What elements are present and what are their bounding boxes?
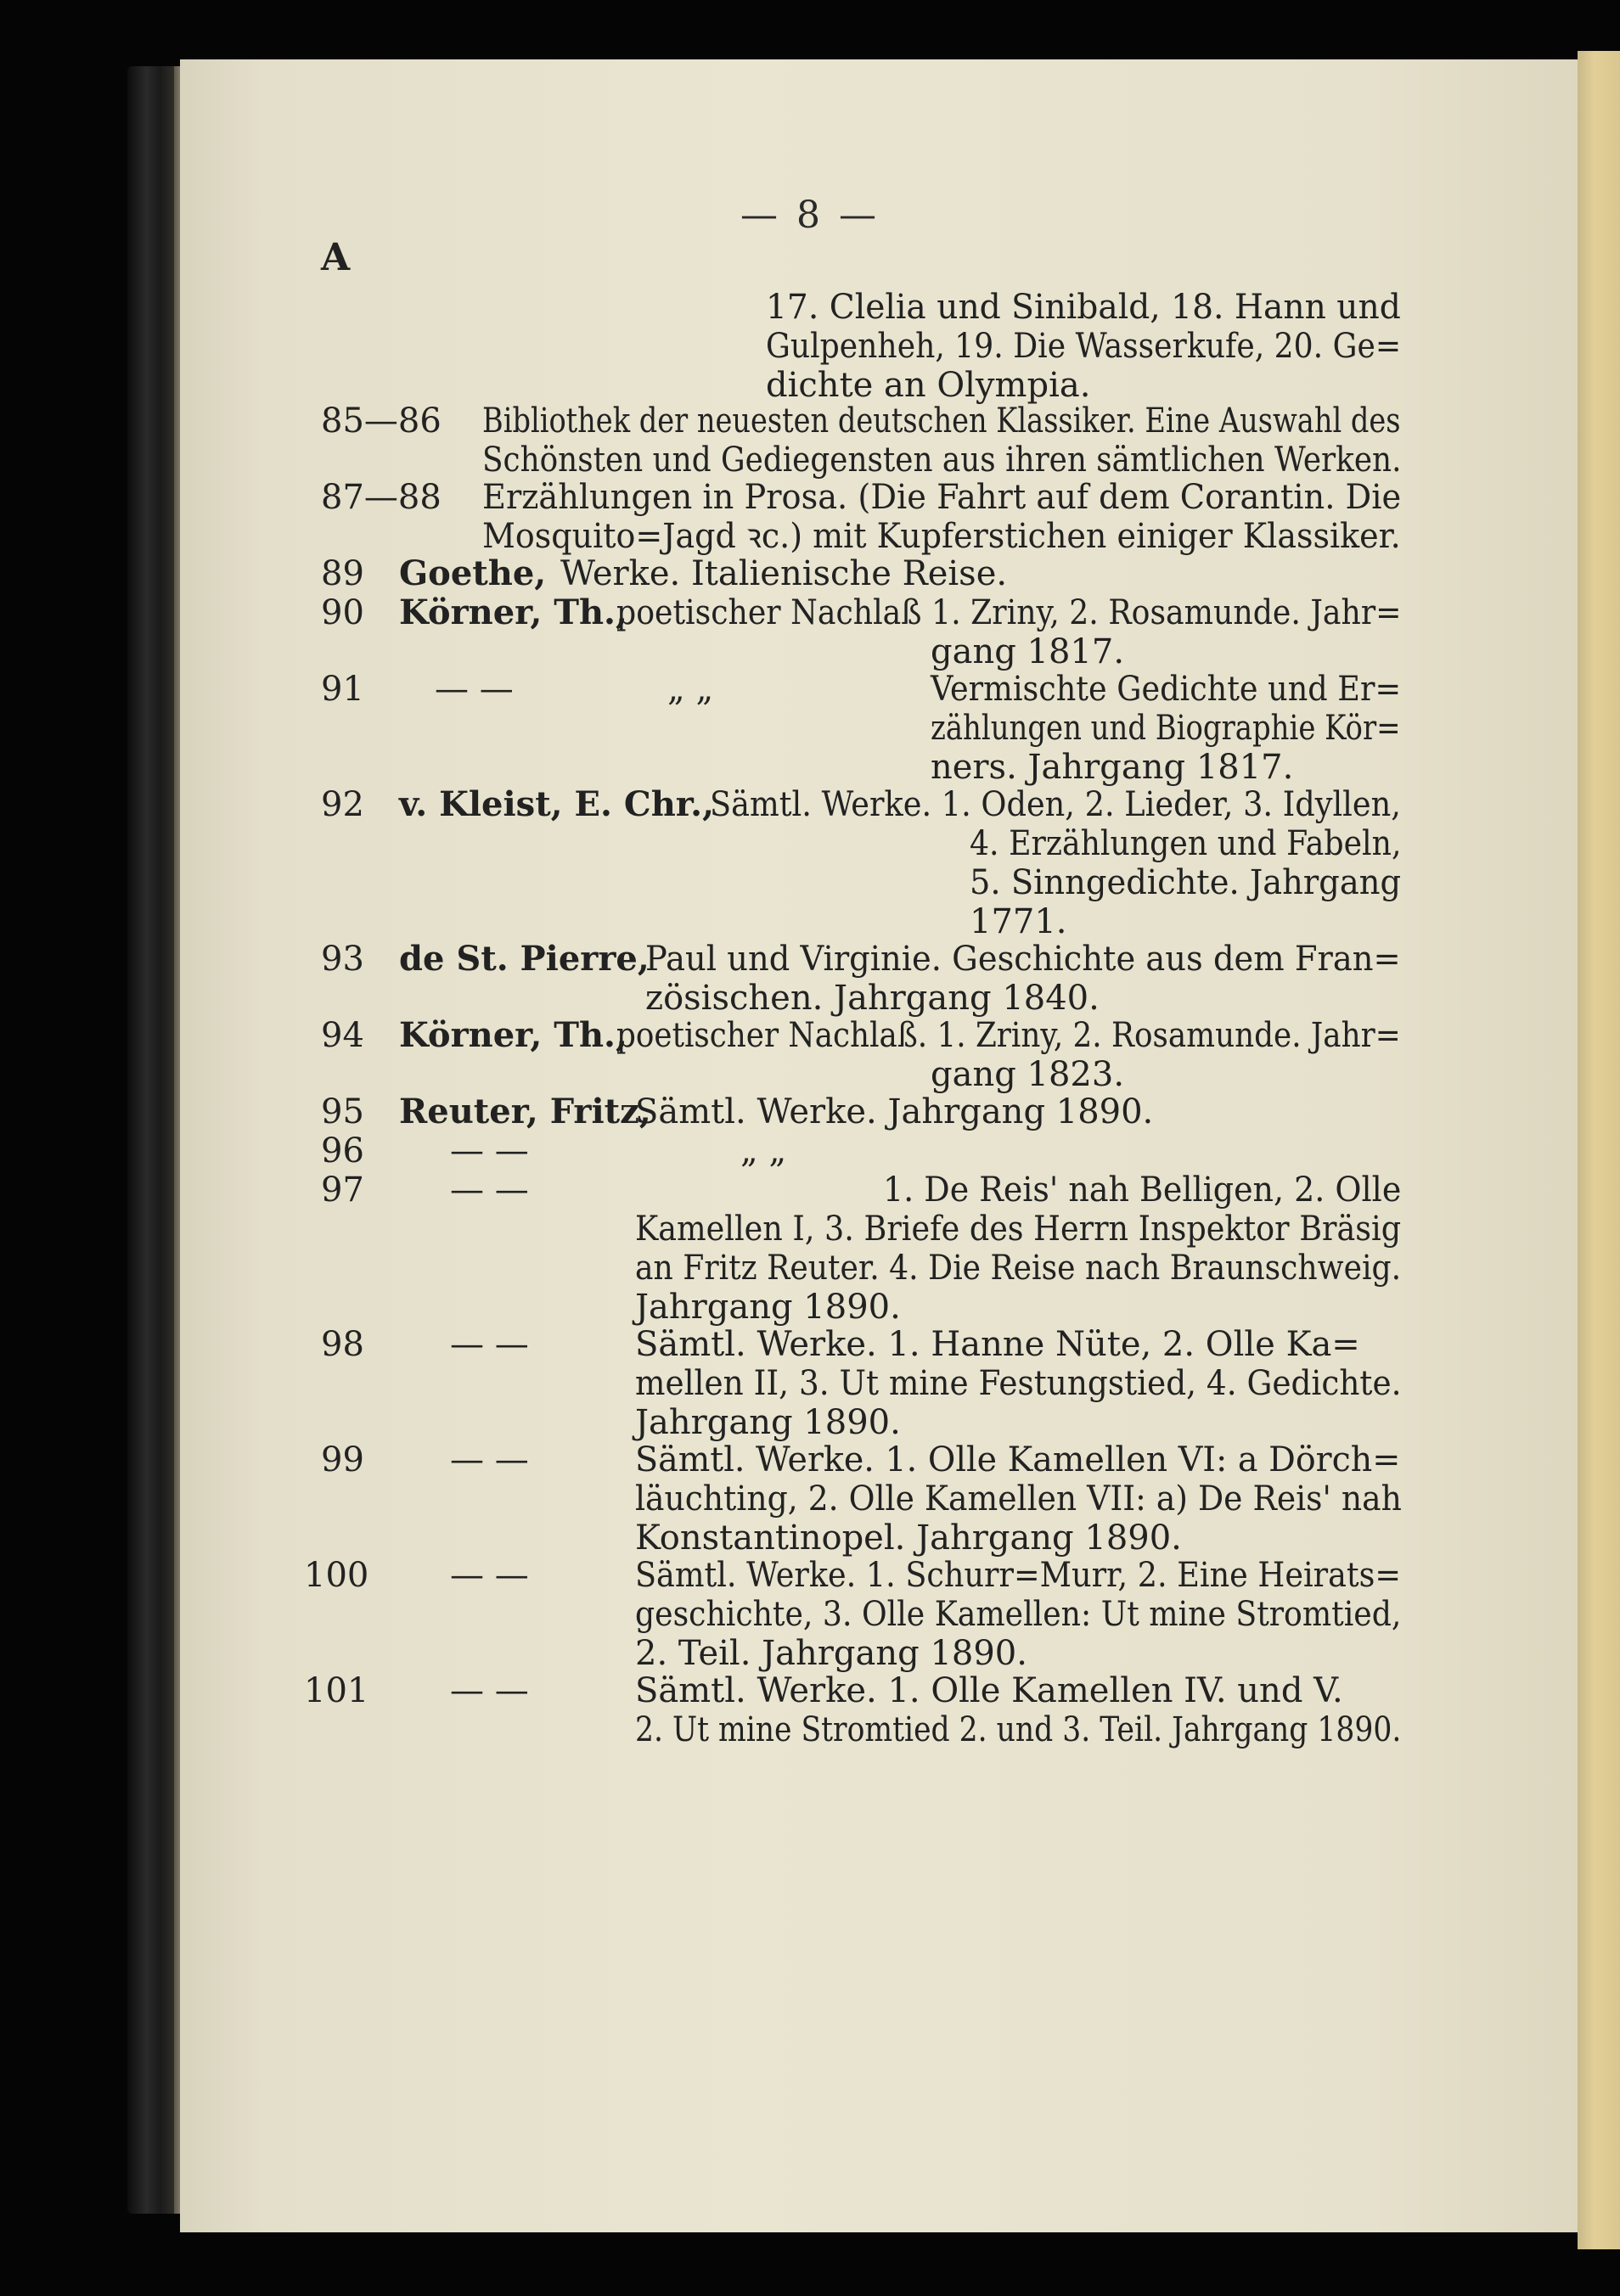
- entry-author-ditto: — —: [450, 1556, 529, 1595]
- entry-number: 87—88: [321, 478, 442, 517]
- entry-line: Werke. Italienische Reise.: [560, 554, 1008, 593]
- entry-number: 99: [321, 1440, 364, 1479]
- ditto-mark: „ „: [740, 1131, 787, 1170]
- entry-number: 85—86: [321, 401, 442, 441]
- entry-author-ditto: — —: [450, 1170, 529, 1210]
- entry-author: v. Kleist, E. Chr.,: [399, 784, 715, 824]
- entry-author: Körner, Th.,: [399, 1015, 627, 1055]
- entry-number: 101: [304, 1671, 369, 1710]
- entry-line: gang 1817.: [931, 632, 1125, 671]
- entry-author: Körner, Th.,: [399, 592, 627, 632]
- entry-line: zösischen. Jahrgang 1840.: [645, 979, 1100, 1018]
- entry-line: geschichte, 3. Olle Kamellen: Ut mine Stromtied,: [635, 1595, 1402, 1634]
- entry-line: Sämtl. Werke. 1. Oden, 2. Lieder, 3. Idyllen,: [710, 785, 1401, 824]
- entry-author: Goethe,: [399, 553, 547, 593]
- entry-number: 89: [321, 554, 364, 593]
- entry-number: 97: [321, 1170, 364, 1210]
- entry-line: Paul und Virginie. Geschichte aus dem Fran=: [645, 940, 1401, 979]
- entry-number: 90: [321, 593, 364, 632]
- ditto-mark: „ „: [667, 670, 714, 709]
- entry-line: 4. Erzählungen und Fabeln,: [970, 824, 1402, 863]
- entry-line: 1771.: [970, 902, 1067, 941]
- entry-line: Sämtl. Werke. 1. Schurr=Murr, 2. Eine Heirats=: [635, 1556, 1402, 1595]
- entry-number: 93: [321, 940, 364, 979]
- entry-line: Mosquito=Jagd ꝛc.) mit Kupferstichen einiger Klassiker.: [482, 517, 1401, 556]
- entry-author-ditto: — —: [450, 1440, 529, 1479]
- entry-line: 5. Sinngedichte. Jahrgang: [970, 863, 1402, 902]
- entry-author-ditto: — —: [450, 1325, 529, 1364]
- entry-line: läuchting, 2. Olle Kamellen VII: a) De Reis' nah: [635, 1479, 1402, 1519]
- entry-line: dichte an Olympia.: [766, 366, 1091, 405]
- entry-number: 96: [321, 1131, 364, 1170]
- entry-line: Jahrgang 1890.: [635, 1288, 901, 1327]
- entry-number: 95: [321, 1092, 364, 1131]
- entry-number: 94: [321, 1016, 364, 1055]
- entry-author: Reuter, Fritz,: [399, 1092, 651, 1131]
- entry-line: Jahrgang 1890.: [635, 1403, 901, 1442]
- entry-author-ditto: — —: [450, 1671, 529, 1710]
- next-page-edge: [1578, 51, 1620, 2249]
- entry-number: 100: [304, 1556, 369, 1595]
- entry-line: Konstantinopel. Jahrgang 1890.: [635, 1519, 1182, 1558]
- entry-line: gang 1823.: [931, 1055, 1125, 1094]
- entry-line: Sämtl. Werke. 1. Olle Kamellen VI: a Dörch=: [635, 1440, 1401, 1479]
- entry-line: Sämtl. Werke. 1. Hanne Nüte, 2. Olle Ka=: [635, 1325, 1360, 1364]
- entry-line: Schönsten und Gediegensten aus ihren sämtlichen Werken.: [482, 441, 1402, 480]
- entry-line: an Fritz Reuter. 4. Die Reise nach Braunschweig.: [635, 1249, 1402, 1288]
- entry-line: ners. Jahrgang 1817.: [931, 748, 1294, 787]
- entry-line: Kamellen I, 3. Briefe des Herrn Inspektor Bräsig: [635, 1210, 1402, 1249]
- signature-mark: A: [321, 236, 351, 279]
- entry-line: mellen II, 3. Ut mine Festungstied, 4. Gedichte.: [635, 1364, 1402, 1403]
- entry-line: Gulpenheh, 19. Die Wasserkufe, 20. Ge=: [766, 327, 1402, 366]
- entry-line: poetischer Nachlaß 1. Zriny, 2. Rosamunde. Jahr=: [616, 593, 1402, 632]
- entry-number: 91: [321, 670, 364, 709]
- entry-line: poetischer Nachlaß. 1. Zriny, 2. Rosamunde. Jahr=: [616, 1016, 1401, 1055]
- entry-author: de St. Pierre,: [399, 939, 650, 979]
- page-number: — 8 —: [740, 194, 880, 237]
- entry-author-ditto: — —: [450, 1131, 529, 1170]
- entry-line: Vermischte Gedichte und Er=: [931, 670, 1402, 709]
- entry-number: 92: [321, 785, 364, 824]
- entry-line: Bibliothek der neuesten deutschen Klassiker. Eine Auswahl des: [482, 401, 1401, 441]
- entry-line: zählungen und Biographie Kör=: [931, 709, 1401, 748]
- entry-line: Erzählungen in Prosa. (Die Fahrt auf dem Corantin. Die: [482, 478, 1402, 517]
- entry-line: 1. De Reis' nah Belligen, 2. Olle: [883, 1170, 1402, 1210]
- entry-number: 98: [321, 1325, 364, 1364]
- entry-author-ditto: — —: [435, 670, 514, 709]
- entry-line: Sämtl. Werke. 1. Olle Kamellen IV. und V.: [635, 1671, 1343, 1710]
- entry-line: 2. Ut mine Stromtied 2. und 3. Teil. Jahrgang 1890.: [635, 1710, 1402, 1749]
- entry-line: Sämtl. Werke. Jahrgang 1890.: [635, 1092, 1154, 1131]
- entry-line: 2. Teil. Jahrgang 1890.: [635, 1634, 1027, 1673]
- entry-line: 17. Clelia und Sinibald, 18. Hann und: [766, 288, 1401, 327]
